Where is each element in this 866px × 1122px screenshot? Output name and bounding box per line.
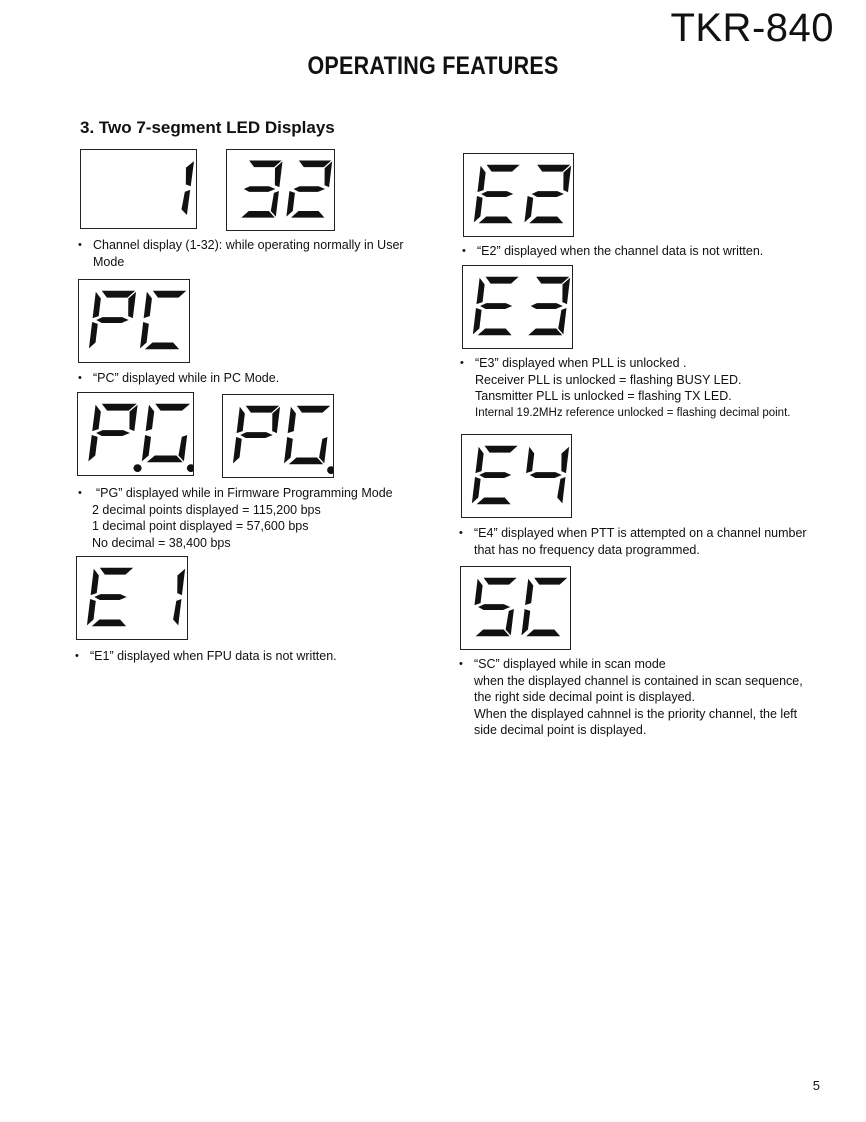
led-display-e2 [463,153,574,237]
led-segment [288,407,296,433]
led-segment [474,579,482,605]
led-segment [144,292,152,318]
led-segment [526,629,560,636]
caption-e3 [460,355,791,421]
led-digits [79,280,189,362]
caption-line: Tansmitter PLL is unlocked = flashing TX LED. [475,389,732,403]
caption-line: Mode [93,254,125,269]
led-decimal-point [327,466,333,474]
led-segment [153,291,186,298]
caption-sc [459,656,803,739]
led-segment [284,437,293,463]
led-display-e1 [76,556,188,640]
caption-line: when the displayed channel is contained in scan sequence, [474,673,803,688]
led-segment [291,211,324,218]
led-segment [244,186,276,192]
bullet: • [459,527,463,539]
led-segment [249,160,281,167]
led-segment [557,477,565,503]
led-segment [233,437,242,463]
led-segment [181,190,190,215]
led-segment [477,497,511,504]
led-segment [142,435,151,461]
led-segment [558,308,566,334]
led-segment [140,322,149,348]
led-segment [529,216,563,223]
led-display-e4 [461,434,572,518]
led-segment [299,160,331,167]
caption-line: 2 decimal points displayed = 115,200 bps [92,502,321,517]
led-segment [147,455,183,462]
led-segment [146,405,155,431]
led-segment [240,432,272,438]
led-display-pg-two-dp [77,392,194,476]
led-segment [479,216,513,223]
led-segment [92,619,126,626]
led-segment [478,328,512,335]
caption-line: 1 decimal point displayed = 57,600 bps [92,519,309,533]
led-segment [93,292,101,318]
page-number: 5 [812,1078,820,1093]
bullet: • [460,357,464,369]
led-digits [223,395,333,477]
led-segment [297,406,330,413]
led-segment [474,196,483,222]
led-segment [485,446,518,453]
led-segment [525,579,533,605]
led-digits [463,266,572,348]
led-digits [461,567,570,649]
led-segment [94,594,126,600]
led-segment [530,472,562,478]
led-digits [81,150,196,228]
led-display-pc [78,279,190,363]
led-segment [102,291,135,298]
caption-line: “E4” displayed when PTT is attempted on a channel number [474,526,807,540]
led-display-e3 [462,265,573,349]
bullet: • [75,650,79,662]
led-segment [88,435,97,461]
led-decimal-point [133,464,141,472]
caption-e4 [459,525,807,558]
led-segment [286,191,295,217]
caption-line: No decimal = 38,400 bps [92,535,231,550]
led-digits [77,557,187,639]
bullet: • [459,658,463,670]
led-segment [87,599,96,625]
led-segment [531,303,563,309]
led-segment [528,328,562,335]
caption-pg [78,485,393,551]
led-segment [186,161,194,186]
led-digits [462,435,571,517]
led-segment [536,277,569,284]
bullet: • [78,239,82,251]
led-segment [484,578,517,585]
led-segment [155,404,190,411]
caption-line: that has no frequency data programmed. [474,542,700,557]
led-segment [246,406,279,413]
led-segment [486,277,519,284]
led-digits [464,154,573,236]
led-segment [178,435,187,461]
led-digits [78,393,193,475]
led-segment [473,308,482,334]
led-segment [475,447,483,473]
led-segment [89,322,98,348]
caption-line: side decimal point is displayed. [474,723,647,737]
led-digits [227,150,334,230]
led-segment [480,303,512,309]
caption-line: “E3” displayed when PLL is unlocked . [475,356,687,370]
led-segment [524,196,533,222]
led-display-channel-32 [226,149,335,231]
led-segment [241,211,274,218]
led-segment [100,568,133,575]
led-segment [91,569,99,595]
led-segment [487,165,520,172]
caption-line: Internal 19.2MHz reference unlocked = flashing decimal point. [475,406,791,419]
led-segment [534,578,567,585]
led-segment [92,405,101,431]
caption-line: Receiver PLL is unlocked = flashing BUSY LED. [475,372,742,387]
caption-line: the right side decimal point is displayed. [474,690,695,704]
led-display-channel-1 [80,149,197,229]
led-segment [96,317,128,323]
model-number: TKR-840 [670,6,834,50]
led-segment [96,430,130,436]
section-heading: 3. Two 7-segment LED Displays [80,118,335,137]
caption-e2 [462,243,764,260]
led-segment [532,191,564,197]
led-segment [521,609,530,635]
led-segment [177,569,185,595]
caption-line: “PG” displayed while in Firmware Programming Mode [96,486,393,500]
led-segment [476,278,484,304]
led-display-sc [460,566,571,650]
led-decimal-point [187,464,193,472]
led-segment [481,191,513,197]
bullet: • [78,487,82,499]
led-segment [478,604,510,610]
led-segment [319,437,327,463]
led-segment [477,166,485,192]
led-segment [293,186,325,192]
led-segment [173,599,181,625]
led-segment [289,457,323,464]
led-display-pg-one-dp [222,394,334,478]
led-segment [526,447,534,473]
caption-line: “SC” displayed while in scan mode [474,657,666,671]
led-segment [561,447,569,473]
caption-pc [78,370,280,387]
bullet: • [78,372,82,384]
bullet: • [462,245,466,257]
led-segment [472,477,481,503]
led-segment [102,404,137,411]
caption-e1 [75,648,337,665]
led-segment [506,609,514,635]
page-title: OPERATING FEATURES [307,52,559,80]
led-segment [476,629,510,636]
led-segment [237,407,245,433]
caption-channel-display [78,237,404,270]
caption-line: Channel display (1-32): while operating normally in User [93,238,404,252]
led-segment [271,191,279,217]
caption-line: “E2” displayed when the channel data is not written. [477,244,764,258]
caption-line: “PC” displayed while in PC Mode. [93,371,280,385]
caption-line: “E1” displayed when FPU data is not written. [90,649,337,663]
caption-line: When the displayed cahnnel is the priority channel, the left [474,706,798,721]
led-segment [537,165,570,172]
led-segment [145,342,179,349]
led-segment [479,472,511,478]
